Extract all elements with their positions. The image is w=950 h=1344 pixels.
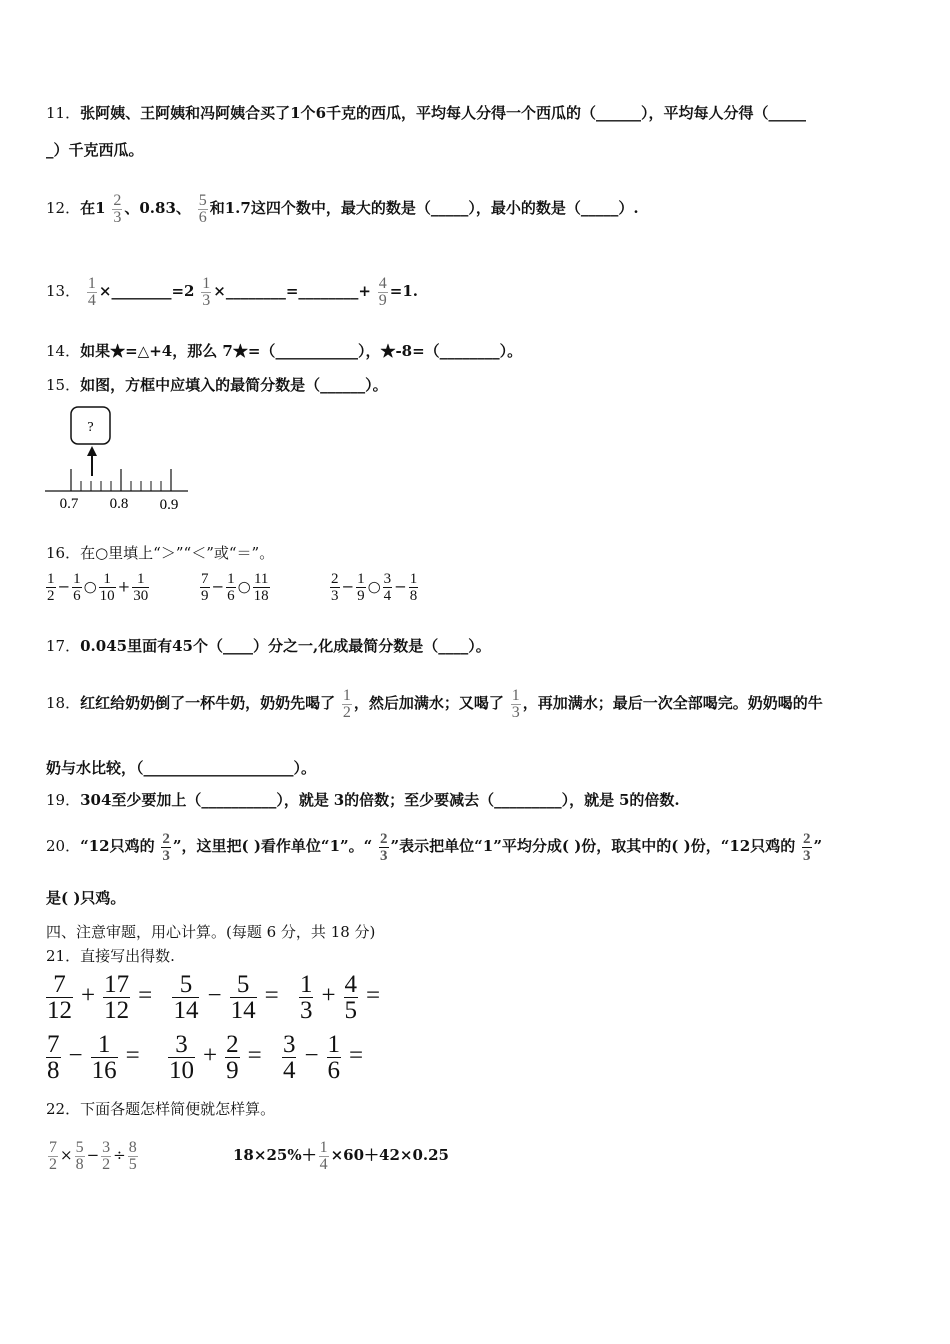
fraction: $\frac{1}{6}$ [73, 571, 81, 604]
answer-blank[interactable]: ________ [439, 342, 500, 360]
question-number: 22． [46, 1100, 81, 1118]
compare-item-2: $\frac{7}{9}$ − $\frac{1}{6}$ ○ $\frac{11}{18}$ [201, 571, 269, 604]
fraction: $\frac{2}{3}$ [331, 571, 339, 604]
question-14: 14．如果★=△+4，那么 7★=（___________），★-8=（________）。 [46, 342, 523, 360]
fraction: $\frac{1}{2}$ [342, 686, 351, 721]
answer-blank[interactable]: ________ [111, 282, 172, 300]
fraction: $\frac{1}{3}$ [511, 686, 520, 721]
expression-2: 18×25%＋ $\frac{1}{4}$ ×60＋42×0.25 [233, 1138, 449, 1173]
fraction: $\frac{1}{3}$ [202, 274, 211, 309]
fraction: $\frac{4}{9}$ [378, 274, 387, 309]
answer-blank[interactable]: ________ [225, 282, 286, 300]
question-21: 21．直接写出得数. [46, 947, 175, 965]
calc-item: $\frac{7}{12}$ + $\frac{17}{12}$ = [47, 971, 153, 1024]
fraction: $\frac{1}{9}$ [357, 571, 365, 604]
question-number: 14． [46, 342, 81, 360]
question-11-line2: _）千克西瓜。 [46, 141, 144, 159]
answer-blank[interactable]: ____________________ [143, 759, 294, 777]
question-number: 20． [46, 837, 81, 855]
question-20-line2: 是( )只鸡。 [46, 889, 126, 907]
question-22: 22．下面各题怎样简便就怎样算。 [46, 1100, 276, 1118]
question-number: 15． [46, 376, 81, 394]
tick-label: 0.9 [159, 497, 179, 513]
tick-label: 0.7 [59, 496, 79, 512]
answer-blank[interactable]: ________ [298, 282, 359, 300]
answer-blank[interactable]: _____ [768, 104, 807, 122]
fraction: $\frac{7}{9}$ [201, 571, 209, 604]
question-11: 11．张阿姨、王阿姨和冯阿姨合买了1个6千克的西瓜，平均每人分得一个西瓜的（______），平均每人分得（_____ [46, 104, 807, 122]
fraction: $\frac{2}{3}$ [803, 830, 811, 864]
answer-blank[interactable]: ____ [438, 637, 469, 655]
answer-blank[interactable]: ___________ [275, 342, 358, 360]
question-17: 17．0.045里面有45个（____）分之一,化成最简分数是（____）。 [46, 637, 491, 655]
fraction: $\frac{1}{30}$ [133, 571, 149, 604]
number-line-figure [40, 402, 200, 517]
question-number: 21． [46, 947, 81, 965]
calc-item: $\frac{7}{8}$ − $\frac{1}{16}$ = [47, 1031, 140, 1084]
calc-item: $\frac{3}{10}$ + $\frac{2}{9}$ = [168, 1031, 262, 1084]
calc-item: $\frac{1}{3}$ + $\frac{4}{5}$ = [299, 971, 381, 1024]
fraction: $\frac{1}{10}$ [99, 571, 115, 604]
fraction: $\frac{2}{3}$ [113, 191, 122, 226]
fraction: $\frac{1}{4}$ [87, 274, 96, 309]
answer-blank[interactable]: _____ [580, 199, 619, 217]
calc-item: $\frac{5}{14}$ − $\frac{5}{14}$ = [173, 971, 279, 1024]
question-16: 16．在○里填上“＞”“＜”或“＝”。 [46, 544, 275, 562]
question-number: 13． [46, 282, 81, 300]
answer-blank[interactable]: _____ [430, 199, 469, 217]
question-number: 19． [46, 791, 81, 809]
compare-item-3: $\frac{2}{3}$ − $\frac{1}{9}$ ○ $\frac{3}{4}$ − $\frac{1}{8}$ [331, 571, 418, 604]
compare-item-1: $\frac{1}{2}$ − $\frac{1}{6}$ ○ $\frac{1}{10}$ + $\frac{1}{30}$ [47, 571, 149, 604]
fraction: $\frac{3}{4}$ [383, 571, 392, 604]
expression-1: $\frac{7}{2}$ × $\frac{5}{8}$ − $\frac{3}{2}$ ÷ $\frac{8}{5}$ [49, 1138, 137, 1173]
question-18: 18．红红给奶奶倒了一杯牛奶，奶奶先喝了 $\frac{1}{2}$ ，然后加满水；又喝了 $\frac{1}{3}$ ，再加满水；最后一次全部喝完。奶奶喝的牛 [46, 686, 823, 721]
fraction: $\frac{5}{6}$ [198, 191, 207, 226]
fraction: $\frac{2}{3}$ [380, 830, 388, 864]
answer-blank[interactable]: ______ [320, 376, 366, 394]
question-number: 12． [46, 199, 81, 217]
answer-blank[interactable]: _ [46, 141, 54, 159]
fraction: $\frac{11}{18}$ [253, 571, 269, 604]
calc-item: $\frac{3}{4}$ − $\frac{1}{6}$ = [282, 1031, 364, 1084]
compare-circle[interactable]: ○ [83, 577, 97, 596]
fraction: $\frac{1}{6}$ [227, 571, 235, 604]
fraction: $\frac{1}{8}$ [409, 571, 418, 604]
compare-circle[interactable]: ○ [237, 577, 251, 596]
answer-box-label: ? [87, 420, 94, 435]
section-title: 四、注意审题，用心计算。(每题 6 分，共 18 分) [46, 923, 376, 941]
fraction: $\frac{1}{2}$ [47, 571, 55, 604]
question-15: 15．如图，方框中应填入的最简分数是（______）。 [46, 376, 388, 394]
question-20: 20．“12只鸡的 $\frac{2}{3}$ ”，这里把( )看作单位“1”。“ $\frac{2}{3}$ ”表示把单位“1”平均分成( )份，取其中的( )份，“12只鸡的 $\frac{2}{3}$ ” [46, 830, 823, 864]
question-number: 11． [46, 104, 81, 122]
answer-blank[interactable]: ____ [222, 637, 253, 655]
question-19: 19．304至少要加上（__________），就是 3的倍数；至少要减去（_________），就是 5的倍数. [46, 791, 680, 809]
question-number: 16． [46, 544, 81, 562]
question-13: 13． $\frac{1}{4}$ ×________=2 $\frac{1}{3}$ ×________=________+ $\frac{4}{9}$ =1. [46, 274, 418, 309]
fraction: $\frac{2}{3}$ [162, 830, 170, 864]
question-18-line2: 奶与水比较，（____________________）。 [46, 759, 317, 777]
answer-blank[interactable]: __________ [201, 791, 277, 809]
answer-blank[interactable]: ______ [596, 104, 642, 122]
compare-circle[interactable]: ○ [367, 577, 381, 596]
arrow-head [87, 446, 97, 456]
question-number: 17． [46, 637, 81, 655]
question-number: 18． [46, 694, 81, 712]
question-12: 12．在1 $\frac{2}{3}$ 、0.83、 $\frac{5}{6}$ 和1.7这四个数中，最大的数是（_____），最小的数是（_____）. [46, 191, 639, 226]
calc-row-2 [44, 1032, 369, 1083]
tick-label: 0.8 [109, 496, 129, 512]
calc-row-1 [44, 972, 386, 1023]
answer-blank[interactable]: _________ [494, 791, 562, 809]
